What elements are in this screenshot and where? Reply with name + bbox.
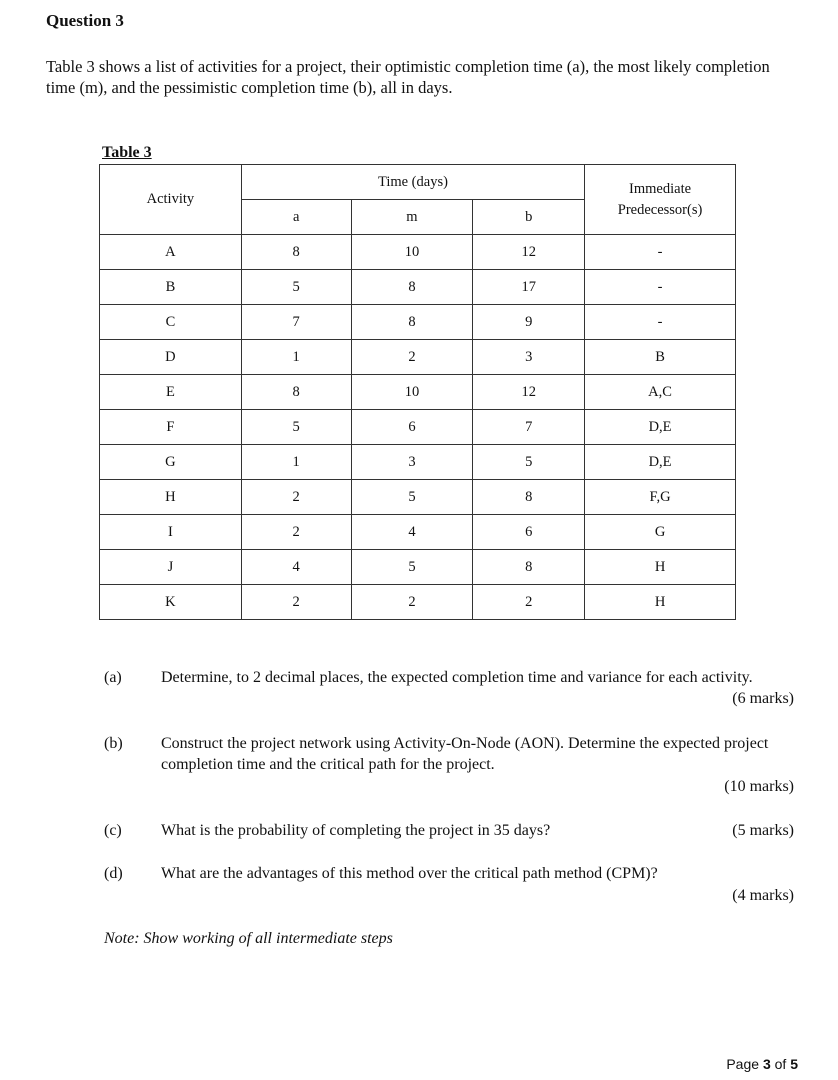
cell-b: 5 [473, 445, 585, 480]
cell-a: 8 [241, 235, 351, 270]
cell-a: 5 [241, 410, 351, 445]
activity-table [99, 164, 736, 620]
cell-predecessor: D,E [585, 410, 736, 445]
part-marks: (6 marks) [732, 690, 794, 707]
cell-predecessor: B [585, 340, 736, 375]
cell-activity: G [100, 445, 242, 480]
cell-predecessor: - [585, 270, 736, 305]
cell-m: 5 [351, 550, 473, 585]
cell-a: 8 [241, 375, 351, 410]
cell-predecessor: D,E [585, 445, 736, 480]
cell-b: 12 [473, 235, 585, 270]
cell-activity: J [100, 550, 242, 585]
cell-a: 2 [241, 480, 351, 515]
page-number [726, 1056, 798, 1072]
table-row [100, 410, 736, 445]
table-row [100, 340, 736, 375]
table-row [100, 305, 736, 340]
cell-activity: B [100, 270, 242, 305]
cell-activity: K [100, 585, 242, 620]
cell-predecessor: H [585, 550, 736, 585]
intro-paragraph: Table 3 shows a list of activities for a project, their optimistic completion time (a), the most likely completion time (m), and the pessimistic completion time (b), all in days. [46, 57, 770, 97]
table-row [100, 550, 736, 585]
cell-a: 2 [241, 585, 351, 620]
cell-activity: D [100, 340, 242, 375]
cell-b: 17 [473, 270, 585, 305]
cell-predecessor: G [585, 515, 736, 550]
cell-m: 3 [351, 445, 473, 480]
cell-activity: H [100, 480, 242, 515]
cell-b: 2 [473, 585, 585, 620]
cell-predecessor: - [585, 305, 736, 340]
part-text: What are the advantages of this method over the critical path method (CPM)? [161, 865, 658, 882]
table-row [100, 445, 736, 480]
table-row [100, 585, 736, 620]
cell-m: 10 [351, 235, 473, 270]
cell-m: 8 [351, 305, 473, 340]
table-caption: Table 3 [102, 144, 152, 161]
cell-a: 4 [241, 550, 351, 585]
cell-m: 8 [351, 270, 473, 305]
cell-m: 2 [351, 585, 473, 620]
cell-a: 5 [241, 270, 351, 305]
cell-b: 6 [473, 515, 585, 550]
cell-a: 1 [241, 445, 351, 480]
cell-activity: F [100, 410, 242, 445]
note-text: Note: Show working of all intermediate steps [104, 930, 393, 947]
page-middle: of [770, 1056, 791, 1072]
part-label: (a) [104, 669, 122, 686]
cell-b: 8 [473, 480, 585, 515]
question-part-a [104, 667, 794, 711]
part-label: (c) [104, 822, 122, 839]
header-b: b [473, 200, 585, 235]
cell-a: 7 [241, 305, 351, 340]
part-text: Determine, to 2 decimal places, the expected completion time and variance for each activity. [161, 669, 753, 686]
cell-activity: I [100, 515, 242, 550]
table-row [100, 235, 736, 270]
cell-activity: E [100, 375, 242, 410]
table-row [100, 480, 736, 515]
question-part-c [104, 820, 794, 842]
part-text: What is the probability of completing the project in 35 days? [161, 822, 551, 839]
cell-m: 10 [351, 375, 473, 410]
cell-b: 12 [473, 375, 585, 410]
question-part-b [104, 733, 794, 799]
part-label: (b) [104, 735, 123, 752]
cell-b: 3 [473, 340, 585, 375]
cell-b: 7 [473, 410, 585, 445]
cell-m: 5 [351, 480, 473, 515]
question-part-d [104, 863, 794, 907]
part-marks: (4 marks) [732, 887, 794, 904]
cell-a: 2 [241, 515, 351, 550]
cell-m: 6 [351, 410, 473, 445]
cell-b: 8 [473, 550, 585, 585]
cell-activity: A [100, 235, 242, 270]
part-marks: (10 marks) [724, 778, 794, 795]
cell-predecessor: - [585, 235, 736, 270]
cell-m: 4 [351, 515, 473, 550]
header-m: m [351, 200, 473, 235]
cell-activity: C [100, 305, 242, 340]
header-time-days: Time (days) [241, 165, 584, 200]
part-text: Construct the project network using Activity-On-Node (AON). Determine the expected project completion time and the critical path for the project. [161, 735, 769, 773]
question-title: Question 3 [46, 11, 124, 30]
part-label: (d) [104, 865, 123, 882]
header-a: a [241, 200, 351, 235]
part-marks: (5 marks) [732, 822, 794, 839]
cell-b: 9 [473, 305, 585, 340]
header-activity: Activity [100, 165, 242, 235]
table-row [100, 270, 736, 305]
page-total: 5 [790, 1056, 798, 1072]
cell-predecessor: F,G [585, 480, 736, 515]
table-row [100, 515, 736, 550]
cell-m: 2 [351, 340, 473, 375]
table-row [100, 375, 736, 410]
page-current: 3 [762, 1056, 771, 1072]
cell-predecessor: H [585, 585, 736, 620]
header-predecessors: Immediate Predecessor(s) [585, 165, 736, 235]
cell-a: 1 [241, 340, 351, 375]
cell-predecessor: A,C [585, 375, 736, 410]
page-prefix: Page [726, 1056, 763, 1072]
